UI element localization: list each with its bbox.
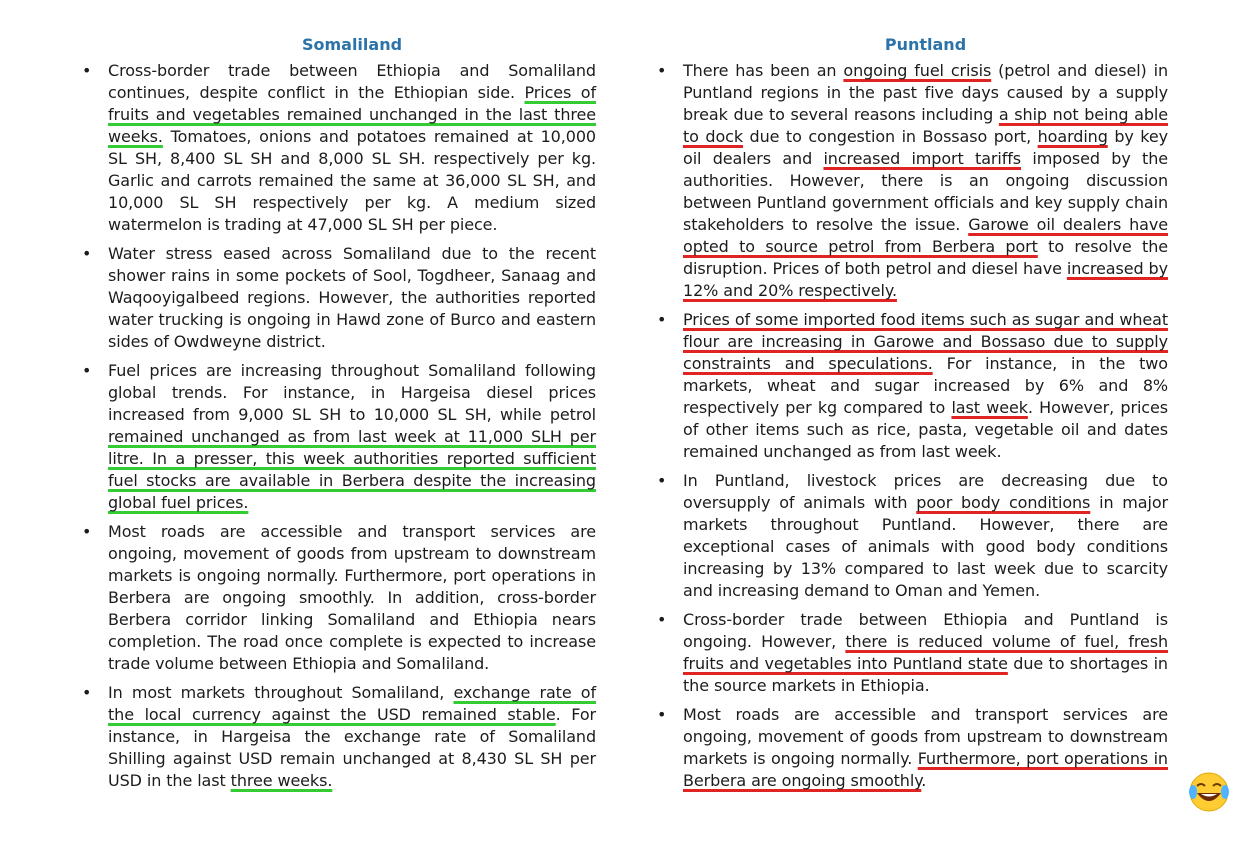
highlighted-text: increased by 12% and 20% respectively. — [683, 259, 1168, 300]
somaliland-column — [80, 34, 596, 799]
text-segment: For instance, in the two markets, wheat and sugar increased by 6% and 8% respectively per kg compared to — [683, 354, 1168, 417]
highlighted-text: ongoing fuel crisis — [843, 61, 992, 80]
text-segment: . For instance, in Hargeisa the exchange rate of Somaliland Shilling against USD remain unchanged at 8,430 SL SH per USD in the last — [108, 705, 596, 790]
puntland-column — [655, 34, 1168, 799]
bullet-icon: • — [82, 683, 92, 702]
text-segment: Tomatoes, onions and potatoes remained at 10,000 SL SH, 8,400 SL SH and 8,000 SL SH. respectively per kg. Garlic and carrots remained the same at 36,000 SL SH, and 10,000 SL SH respectively per kg. A medium sized watermelon is trading at 47,000 SL SH per piece. — [108, 127, 596, 234]
bullet-icon: • — [657, 310, 667, 329]
puntland-bullet-list — [655, 60, 1168, 792]
somaliland-heading: Somaliland — [301, 35, 403, 54]
puntland-item — [655, 470, 1168, 602]
somaliland-bullet-list — [80, 60, 596, 792]
highlighted-text: Furthermore, port operations in Berbera are ongoing smoothly — [683, 749, 1168, 790]
somaliland-item-text — [108, 521, 596, 675]
somaliland-item-text — [108, 243, 596, 353]
puntland-item-text — [683, 704, 1168, 792]
text-segment: in major markets throughout Puntland. However, there are exceptional cases of animals with good body conditions increasing by 13% compared to last week due to scarcity and increasing demand to Oman and Yemen. — [683, 493, 1169, 600]
text-segment: There has been an — [683, 61, 844, 80]
somaliland-item-text — [108, 60, 596, 236]
highlighted-text: Prices of fruits and vegetables remained unchanged in the last three weeks. — [108, 83, 596, 146]
highlighted-text: exchange rate of the local currency against the USD remained stable — [108, 683, 596, 724]
text-segment: (petrol and diesel) in Puntland regions in the past five days caused by a supply break due to several reasons including — [683, 61, 1169, 124]
puntland-item — [655, 60, 1168, 302]
puntland-item — [655, 704, 1168, 792]
somaliland-item — [80, 60, 596, 236]
bullet-icon: • — [657, 705, 667, 724]
text-segment: Fuel prices are increasing throughout Somaliland following global trends. For instance, in Hargeisa diesel prices increased from 9,000 SL SH to 10,000 SL SH, while petrol — [108, 361, 596, 424]
text-segment: Cross-border trade between Ethiopia and Somaliland continues, despite conflict in the Ethiopian side. — [108, 61, 596, 102]
bullet-icon: • — [657, 610, 667, 629]
highlighted-text: hoarding — [1037, 127, 1108, 146]
puntland-item-text — [683, 470, 1168, 602]
highlighted-text: increased import tariffs — [823, 149, 1022, 168]
highlighted-text: there is reduced volume of fuel, fresh fruits and vegetables into Puntland state — [683, 632, 1169, 673]
text-segment: Water stress eased across Somaliland due to the recent shower rains in some pockets of Sool, Togdheer, Sanaag and Waqooyigalbeed regions. However, the authorities reported water trucking is ongoing in Hawd zone of Burco and eastern sides of Owdweyne district. — [108, 244, 596, 351]
puntland-item — [655, 309, 1168, 463]
text-segment: to resolve the disruption. Prices of both petrol and diesel have — [683, 237, 1168, 278]
somaliland-item — [80, 360, 596, 514]
somaliland-item-text — [108, 360, 596, 514]
puntland-heading: Puntland — [884, 35, 967, 54]
tears-of-joy-emoji-icon — [1187, 770, 1231, 814]
bullet-icon: • — [657, 61, 667, 80]
highlighted-text: Prices of some imported food items such as sugar and wheat flour are increasing in Garowe and Bossaso due to supply constraints and speculations. — [683, 310, 1168, 373]
text-segment: imposed by the authorities. However, there is an ongoing discussion between Puntland government officials and key supply chain stakeholders to resolve the issue. — [683, 149, 1168, 234]
bullet-icon: • — [657, 471, 667, 490]
highlighted-text: last week — [951, 398, 1028, 417]
puntland-item-text — [683, 60, 1168, 302]
somaliland-item — [80, 682, 596, 792]
puntland-item-text — [683, 609, 1168, 697]
text-segment: In Puntland, livestock prices are decreasing due to oversupply of animals with — [683, 471, 1168, 512]
text-segment: In most markets throughout Somaliland, — [108, 683, 454, 702]
text-segment: . — [921, 771, 927, 790]
bullet-icon: • — [82, 61, 92, 80]
bullet-icon: • — [82, 361, 92, 380]
highlighted-text: remained unchanged as from last week at 11,000 SLH per litre. In a presser, this week authorities reported sufficient fuel stocks are available in Berbera despite the increasing global fuel prices. — [108, 427, 596, 512]
puntland-item — [655, 609, 1168, 697]
text-segment: due to congestion in Bossaso port, — [743, 127, 1038, 146]
somaliland-item — [80, 243, 596, 353]
bullet-icon: • — [82, 244, 92, 263]
bullet-icon: • — [82, 522, 92, 541]
text-segment: . However, prices of other items such as rice, pasta, vegetable oil and dates remained unchanged as from last week. — [683, 398, 1168, 461]
highlighted-text: poor body conditions — [916, 493, 1091, 512]
highlighted-text: Garowe oil dealers have opted to source petrol from Berbera port — [683, 215, 1168, 256]
text-segment: by key oil dealers and — [683, 127, 1168, 168]
text-segment: Most roads are accessible and transport services are ongoing, movement of goods from upstream to downstream markets is ongoing normally. Furthermore, port operations in Berbera are ongoing smoothly. In addition, cross-border Berbera corridor linking Somaliland and Ethiopia nears completion. The road once complete is expected to increase trade volume between Ethiopia and Somaliland. — [108, 522, 596, 673]
highlighted-text: a ship not being able to dock — [683, 105, 1169, 146]
text-segment: due to shortages in the source markets in Ethiopia. — [683, 654, 1168, 695]
text-segment: Cross-border trade between Ethiopia and Puntland is ongoing. However, — [683, 610, 1168, 651]
highlighted-text: three weeks. — [230, 771, 333, 790]
somaliland-item — [80, 521, 596, 675]
somaliland-item-text — [108, 682, 596, 792]
puntland-item-text — [683, 309, 1168, 463]
text-segment: Most roads are accessible and transport services are ongoing, movement of goods from upstream to downstream markets is ongoing normally. — [683, 705, 1168, 768]
